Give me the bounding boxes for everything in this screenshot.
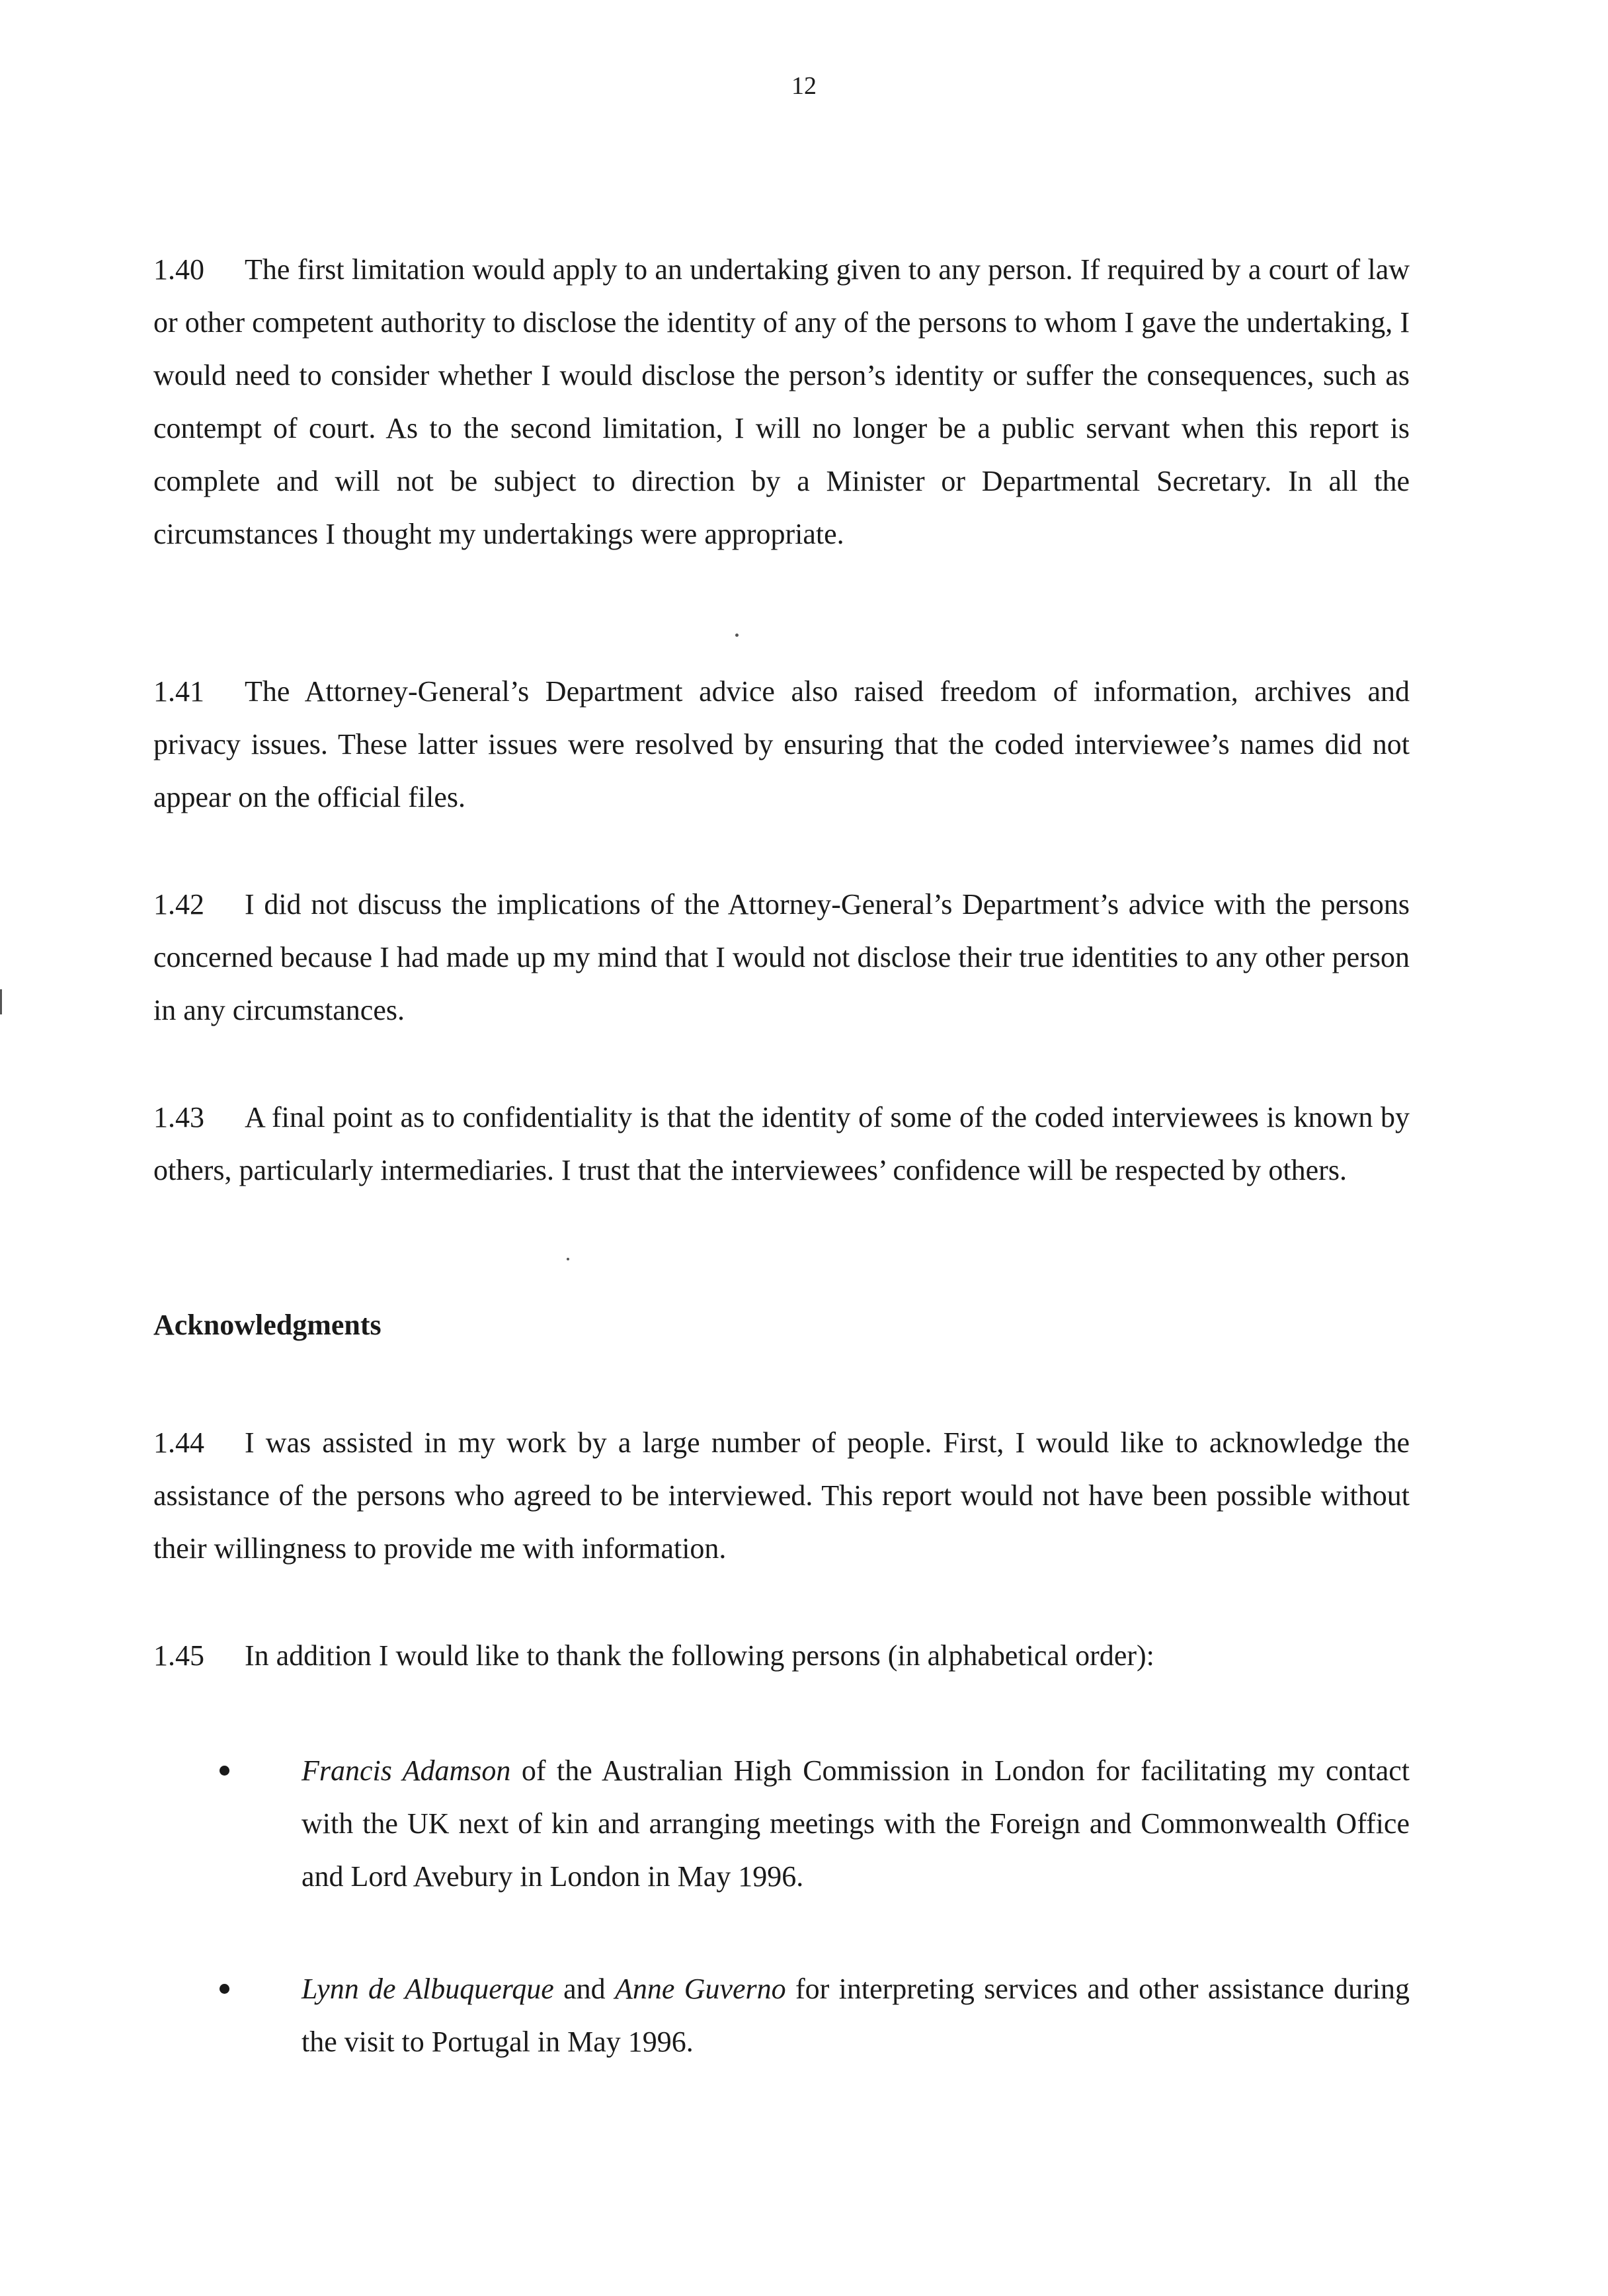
paragraph-1-40 [153, 243, 1410, 561]
paragraph-text: A final point as to confidentiality is that the identity of some of the coded interviewees is known by others, particularly intermediaries. I trust that the interviewees’ confidence will be respected by others. [153, 1101, 1410, 1186]
bullet-text: of the Australian High Commission in London for facilitating my contact with the UK next of kin and arranging meetings with the Foreign and Commonwealth Office and Lord Avebury in London in May 1996. [302, 1754, 1410, 1893]
page-number: 12 [791, 72, 817, 100]
bullet-icon [220, 1766, 229, 1776]
paragraph-1-42 [153, 878, 1410, 1037]
paragraph-number: 1.40 [153, 253, 204, 286]
paragraph-1-44 [153, 1416, 1410, 1575]
paragraph-text: I was assisted in my work by a large number of people. First, I would like to acknowledge the assistance of the persons who agreed to be interviewed. This report would not have been possible without their willingness to provide me with information. [153, 1426, 1410, 1565]
scan-speck [735, 634, 739, 637]
person-name: Francis Adamson [302, 1754, 511, 1787]
paragraph-number: 1.41 [153, 675, 204, 708]
bullet-icon [220, 1984, 229, 1994]
paragraph-number: 1.44 [153, 1426, 204, 1459]
paragraph-text: The first limitation would apply to an undertaking given to any person. If required by a court of law or other competent authority to disclose the identity of any of the persons to whom I gave the undertaking, I would need to consider whether I would disclose the person’s identity or suffer the consequences, such as contempt of court. As to the second limitation, I will no longer be a public servant when this report is complete and will not be subject to direction by a Minister or Departmental Secretary. In all the circumstances I thought my undertakings were appropriate. [153, 253, 1410, 550]
person-name: Anne Guverno [614, 1973, 786, 2005]
bullet-item-albuquerque-guverno [302, 1963, 1410, 2069]
person-name: Lynn de Albuquerque [302, 1973, 554, 2005]
paragraph-text: The Attorney-General’s Department advice also raised freedom of information, archives and privacy issues. These latter issues were resolved by ensuring that the coded interviewee’s names did not appear on the official files. [153, 675, 1410, 813]
bullet-text: for interpreting services and other assistance during the visit to Portugal in May 1996. [302, 1973, 1410, 2058]
scan-edge-mark [0, 989, 2, 1014]
paragraph-1-45 [153, 1629, 1410, 1682]
scan-speck [567, 1258, 569, 1260]
paragraph-1-43 [153, 1091, 1410, 1197]
paragraph-number: 1.42 [153, 888, 204, 921]
paragraph-number: 1.45 [153, 1639, 204, 1672]
section-heading-acknowledgments: Acknowledgments [153, 1309, 382, 1341]
bullet-connector: and [553, 1973, 615, 2005]
bullet-item-adamson [302, 1744, 1410, 1903]
paragraph-1-41 [153, 665, 1410, 824]
paragraph-text: I did not discuss the implications of the Attorney-General’s Department’s advice with the persons concerned because I had made up my mind that I would not disclose their true identities to any other person in any circumstances. [153, 888, 1410, 1026]
paragraph-number: 1.43 [153, 1101, 204, 1133]
paragraph-text: In addition I would like to thank the following persons (in alphabetical order): [245, 1639, 1154, 1672]
